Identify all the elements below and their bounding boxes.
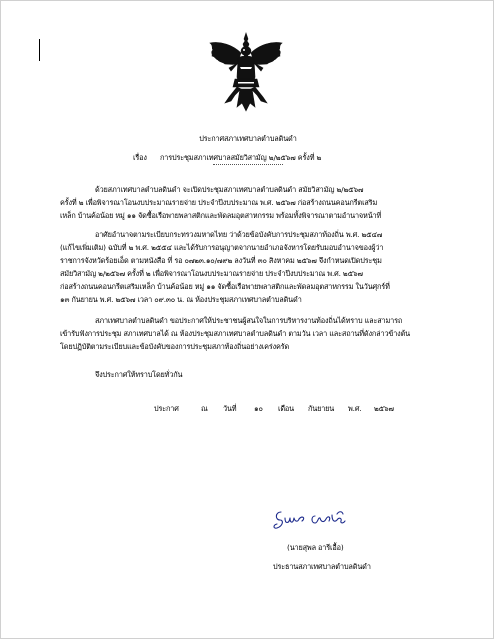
- para2-line: สมัยวิสามัญ ๒/๒๕๖๗ ครั้งที่ ๒ เพื่อพิจารณาโอนงบประมาณรายจ่าย ประจำปีงบประมาณ พ.ศ. ๒๕๖๗: [60, 269, 363, 278]
- para2-line: ๑๓ กันยายน พ.ศ. ๒๕๖๗ เวลา ๐๙.๓๐ น. ณ ห้องประชุมสภาเทศบาลตำบลดินดำ: [60, 295, 302, 304]
- para1-line: ด้วยสภาเทศบาลตำบลดินดำ จะเปิดประชุมสภาเทศบาลตำบลดินดำ สมัยวิสามัญ ๒/๒๕๖๗: [95, 185, 364, 194]
- announce-year-label: พ.ศ.: [348, 404, 362, 413]
- announce-day: ๑๐: [254, 404, 263, 413]
- para2-line: ก่อสร้างถนนคอนกรีตเสริมเหล็ก บ้านค้อน้อย หมู่ ๑๑ จัดซื้อเรือพายพลาสติกและพัดลมอุตสาหกรรม ในวันศุกร์ที่: [60, 282, 390, 291]
- para3-line: เข้ารับฟังการประชุม สภาเทศบาลได้ ณ ห้องประชุมสภาเทศบาลตำบลดินดำ ตามวัน เวลา และสถานที่ดังกล่าวข้างต้น: [60, 329, 411, 338]
- para1-line: ครั้งที่ ๒ เพื่อพิจารณาโอนงบประมาณรายจ่าย ประจำปีงบประมาณ พ.ศ. ๒๕๖๗ ก่อสร้างถนนคอนกรีตเสริม: [60, 198, 378, 207]
- text-cursor: [39, 39, 40, 61]
- announce-month: กันยายน: [308, 404, 335, 413]
- closing-line: จึงประกาศให้ทราบโดยทั่วกัน: [95, 370, 183, 379]
- signer-name: (นายสุพล อารีเอื้อ): [287, 543, 344, 552]
- announce-prefix: ประกาศ: [154, 404, 179, 413]
- signer-position: ประธานสภาเทศบาลตำบลดินดำ: [273, 562, 371, 571]
- announce-year: ๒๕๖๗: [374, 404, 394, 413]
- announce-month-label: เดือน: [278, 404, 295, 413]
- announce-day-label: วันที่: [223, 404, 237, 413]
- subject-text: การประชุมสภาเทศบาลสมัยวิสามัญ ๒/๒๕๖๗ ครั้งที่ ๒: [160, 153, 322, 162]
- para3-line: สภาเทศบาลตำบลดินดำ ขอประกาศให้ประชาชนผู้สนใจในการบริหารงานท้องถิ่นได้ทราบ และสามารถ: [95, 316, 403, 325]
- separator-dots: [213, 164, 283, 165]
- signature-image: [271, 506, 351, 536]
- para1-line: เหล็ก บ้านค้อน้อย หมู่ ๑๑ จัดซื้อเรือพายพลาสติกและพัดลมอุตสาหกรรม พร้อมทั้งพิจารณาตามอำนาจหน้าที่: [60, 211, 382, 220]
- para2-line: (แก้ไขเพิ่มเติม) ฉบับที่ ๒ พ.ศ. ๒๕๕๔ และได้รับการอนุญาตจากนายอำเภอจังหารโดยรับมอบอำนาจของผู้ว่า: [60, 243, 384, 252]
- announce-at: ณ: [201, 404, 208, 413]
- org-title: ประกาศสภาเทศบาลตำบลดินดำ: [199, 134, 297, 143]
- garuda-emblem-icon: [207, 31, 285, 113]
- para2-line: อาศัยอำนาจตามระเบียบกระทรวงมหาดไทย ว่าด้วยข้อบังคับการประชุมสภาท้องถิ่น พ.ศ. ๒๕๔๗: [95, 230, 383, 239]
- para2-line: ราชการจังหวัดร้อยเอ็ด ตามหนังสือ ที่ รอ ๐๗๒๓.๑๐/๗๙๒ ลงวันที่ ๓๐ สิงหาคม ๒๕๖๗ จึงกำหนดเปิดประชุม: [60, 256, 382, 265]
- para3-line: โดยปฏิบัติตามระเบียบและข้อบังคับของการประชุมสภาท้องถิ่นอย่างเคร่งครัด: [60, 342, 290, 351]
- subject-label: เรื่อง: [133, 153, 147, 162]
